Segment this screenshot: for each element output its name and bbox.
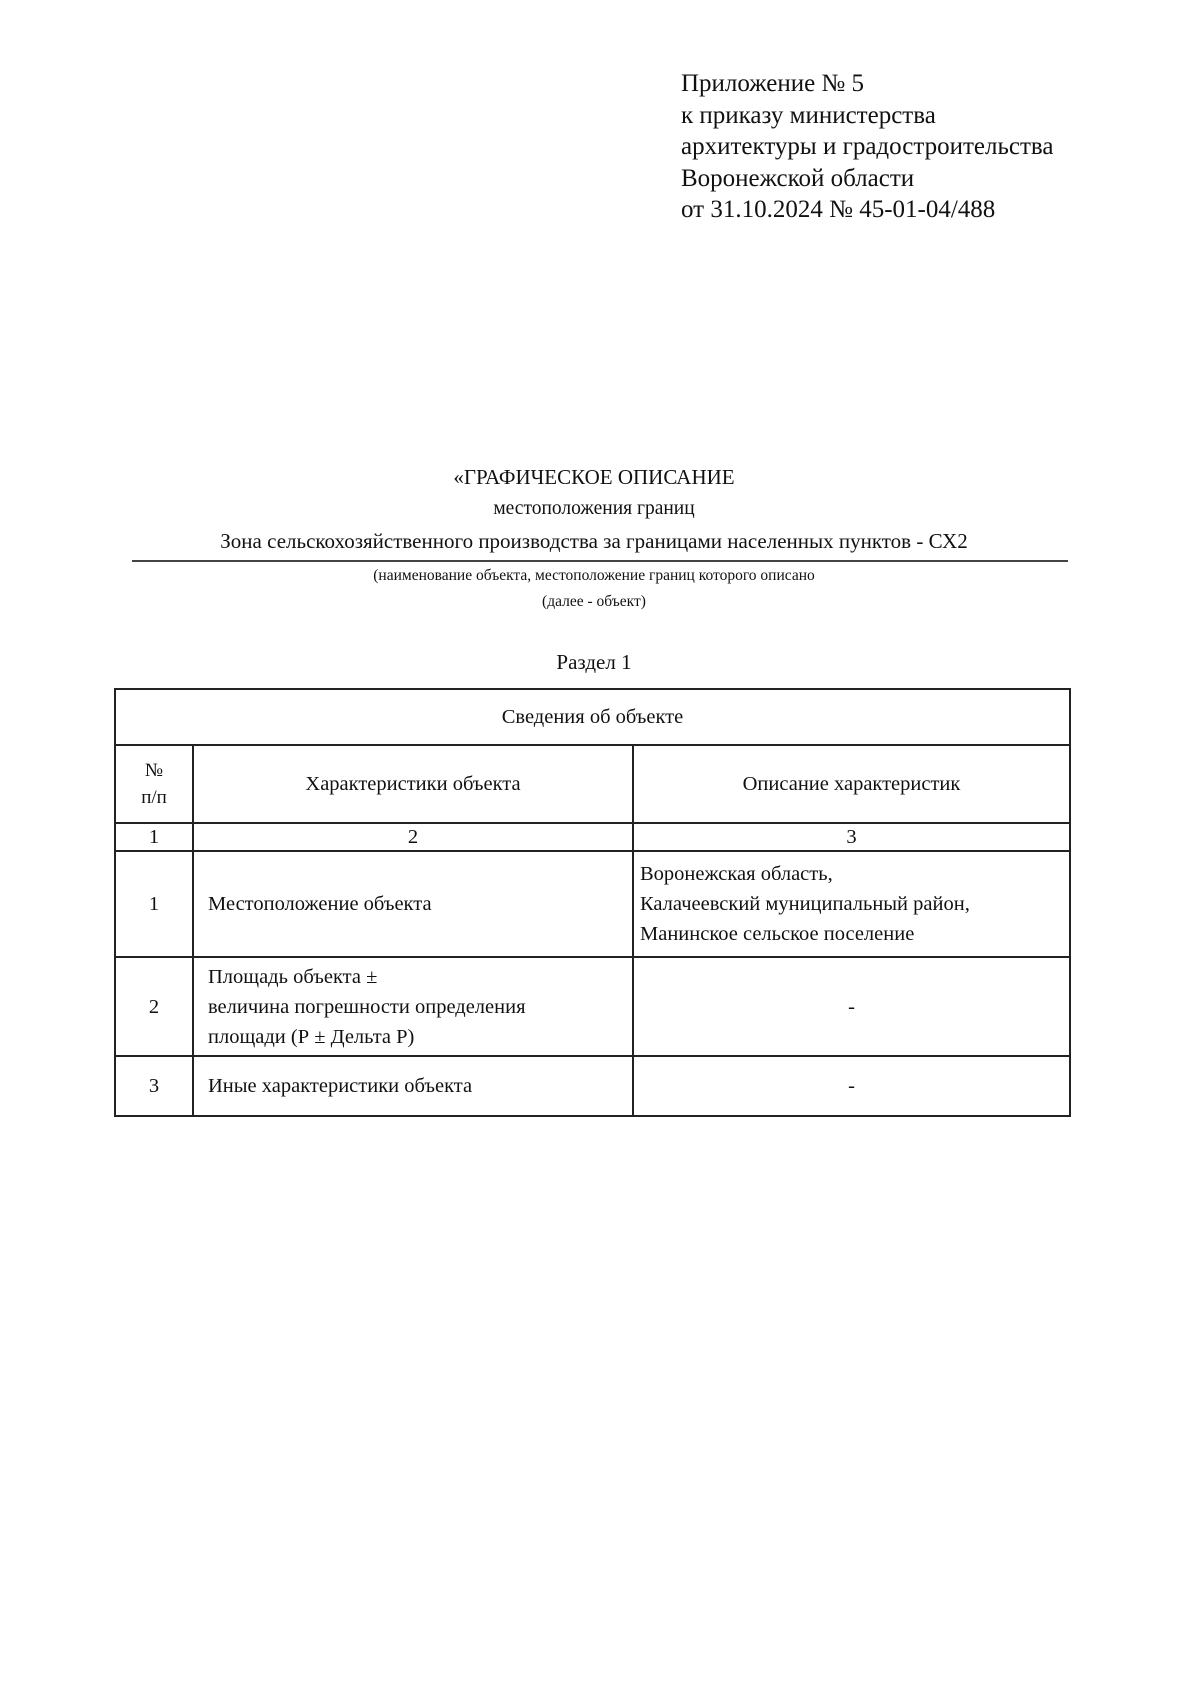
row-description: - xyxy=(633,1056,1070,1116)
appendix-header xyxy=(681,68,1053,226)
row-number: 3 xyxy=(115,1056,193,1116)
header-number-symbol: № xyxy=(144,760,164,781)
document-title: «ГРАФИЧЕСКОЕ ОПИСАНИЕ xyxy=(453,465,735,489)
row-description: - xyxy=(633,957,1070,1056)
row-number: 2 xyxy=(115,957,193,1056)
document-subtitle: местоположения границ xyxy=(493,498,695,519)
row-number: 1 xyxy=(115,851,193,957)
appendix-line: Приложение № 5 xyxy=(681,70,865,97)
object-name: Зона сельскохозяйственного производства за границами населенных пунктов - СХ2 xyxy=(220,529,968,553)
appendix-line: Воронежской области xyxy=(681,164,915,192)
header-number-abbr: п/п xyxy=(141,787,167,808)
characteristic-line: Местоположение объекта xyxy=(208,893,432,915)
table-caption-row xyxy=(115,689,1070,745)
header-number xyxy=(115,745,193,823)
appendix-line: от 31.10.2024 № 45-01-04/488 xyxy=(681,196,996,223)
column-number-row xyxy=(115,823,1070,851)
document-title-block xyxy=(116,462,1072,614)
column-number: 3 xyxy=(633,823,1070,851)
characteristic-line: Площадь объекта ± xyxy=(208,965,378,988)
row-characteristic xyxy=(193,1056,633,1116)
column-number: 2 xyxy=(193,823,633,851)
row-description xyxy=(633,851,1070,957)
characteristic-line: Иные характеристики объекта xyxy=(208,1075,473,1097)
column-number: 1 xyxy=(115,823,193,851)
table-caption: Сведения об объекте xyxy=(115,689,1070,745)
appendix-line: к приказу министерства xyxy=(681,101,936,129)
description-line: Манинское сельское поселение xyxy=(640,923,915,945)
table-row xyxy=(115,851,1070,957)
characteristic-line: площади (Р ± Дельта Р) xyxy=(208,1025,415,1048)
object-name-note: (наименование объекта, местоположение границ которого описано xyxy=(373,567,815,584)
header-characteristic: Характеристики объекта xyxy=(193,745,633,823)
description-line: Воронежская область, xyxy=(640,863,833,885)
title-underline xyxy=(132,560,1068,562)
section-label: Раздел 1 xyxy=(556,650,632,674)
object-info-table xyxy=(114,688,1071,1117)
description-line: Калачеевский муниципальный район, xyxy=(640,893,970,915)
table-header-row xyxy=(115,745,1070,823)
row-characteristic xyxy=(193,957,633,1056)
table-row xyxy=(115,957,1070,1056)
characteristic-line: величина погрешности определения xyxy=(208,995,526,1018)
appendix-line: архитектуры и градостроительства xyxy=(681,133,1054,160)
row-characteristic xyxy=(193,851,633,957)
table-row xyxy=(115,1056,1070,1116)
header-description: Описание характеристик xyxy=(633,745,1070,823)
object-name-note-continuation: (далее - объект) xyxy=(542,593,646,610)
